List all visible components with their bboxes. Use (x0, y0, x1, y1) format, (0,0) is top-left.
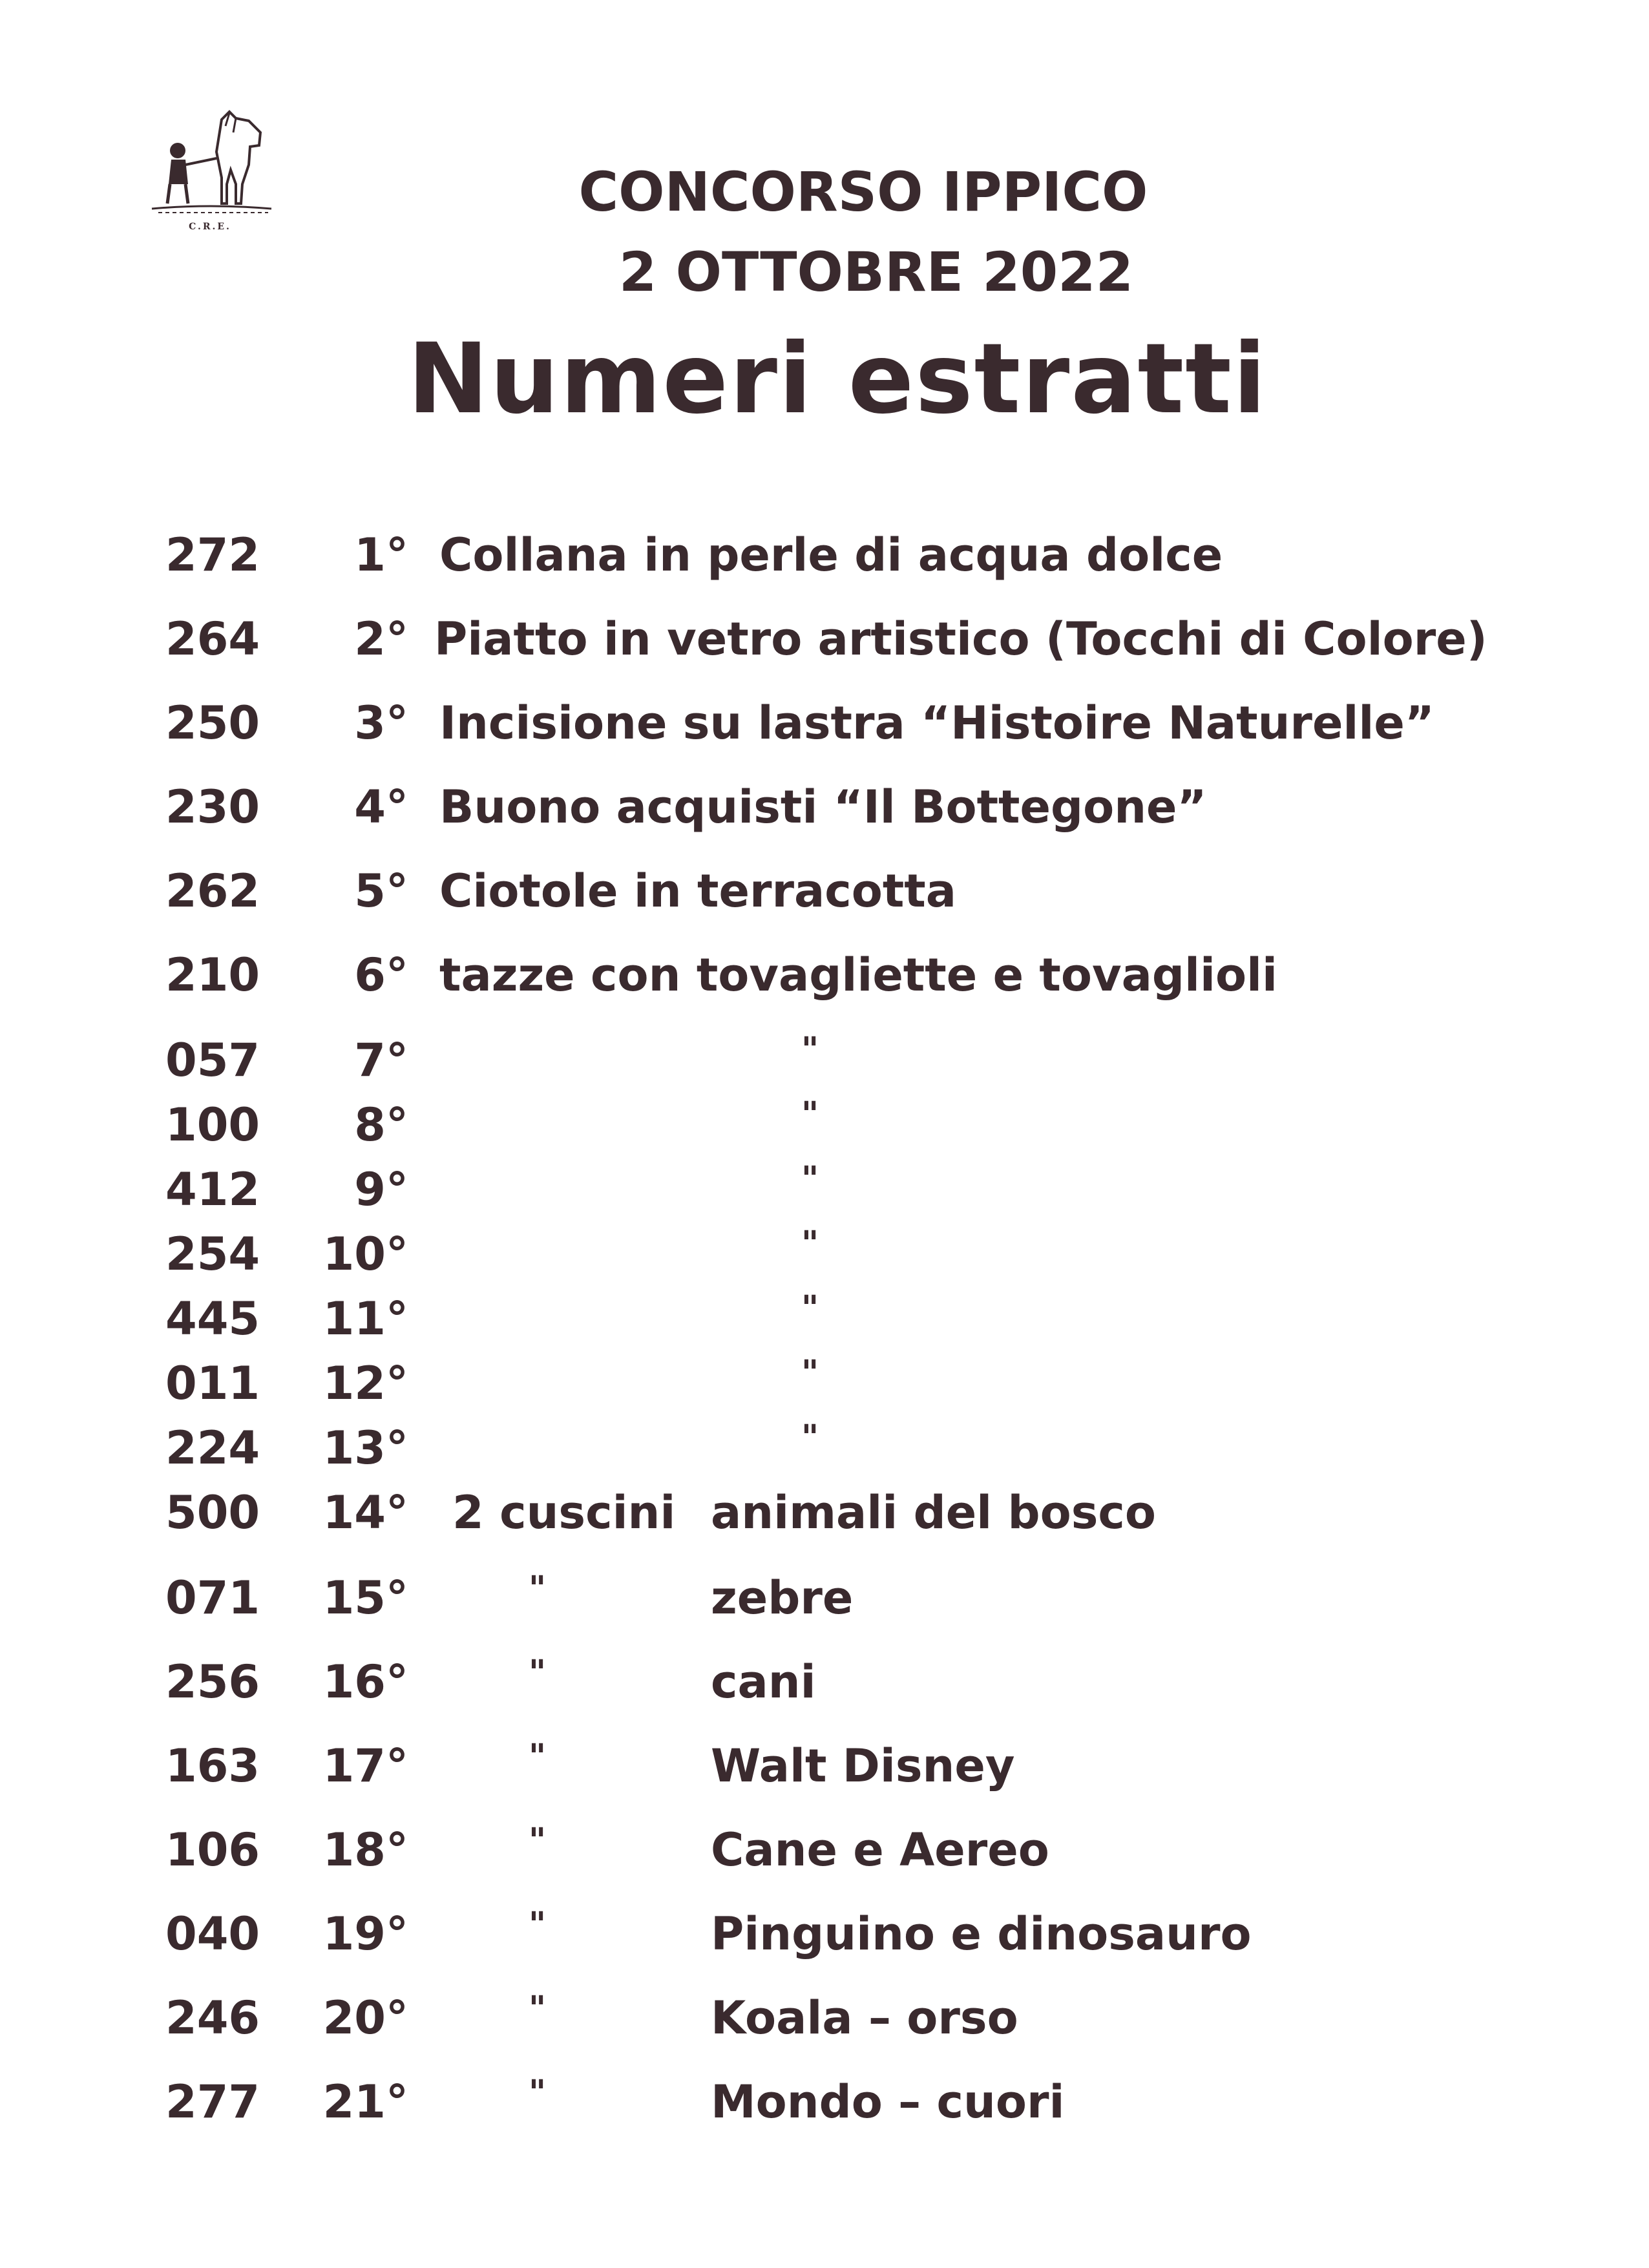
list-item (0, 1571, 1649, 1636)
ditto-mark: " (801, 1224, 819, 1263)
prize-place: 14° (322, 1486, 408, 1539)
ticket-number: 246 (165, 1991, 260, 2044)
ticket-number: 272 (165, 529, 260, 582)
prize-description: Ciotole in terracotta (439, 865, 957, 918)
list-item (0, 781, 1649, 845)
ticket-number: 277 (165, 2075, 260, 2128)
ticket-number: 500 (165, 1486, 260, 1539)
ticket-number: 163 (165, 1739, 260, 1792)
ticket-number: 040 (165, 1907, 260, 1960)
prize-description: Incisione su lastra “Histoire Naturelle” (439, 697, 1434, 750)
list-item (0, 613, 1649, 677)
prize-description: Collana in perle di acqua dolce (439, 529, 1223, 582)
ticket-number: 256 (165, 1655, 260, 1708)
prize-place: 18° (322, 1823, 408, 1876)
prize-place: 8° (354, 1098, 408, 1151)
prize-place: 3° (354, 697, 408, 750)
prize-item: Cane e Aereo (711, 1823, 1049, 1876)
ticket-number: 264 (165, 613, 260, 666)
ticket-number: 262 (165, 865, 260, 918)
list-item (0, 1823, 1649, 1888)
list-item (0, 1030, 1649, 1098)
prize-item: animali del bosco (711, 1486, 1156, 1539)
prize-place: 12° (322, 1357, 408, 1410)
prize-description: tazze con tovagliette e tovaglioli (439, 949, 1278, 1002)
prize-item: Mondo – cuori (711, 2075, 1065, 2128)
prize-group: 2 cuscini (452, 1486, 676, 1539)
prize-item: Walt Disney (711, 1739, 1015, 1792)
ditto-mark: " (801, 1030, 819, 1069)
list-item (0, 1486, 1649, 1551)
prize-place: 6° (354, 949, 408, 1002)
prize-item: Koala – orso (711, 1991, 1018, 2044)
list-item (0, 1353, 1649, 1422)
prize-place: 4° (354, 781, 408, 834)
list-item (0, 1095, 1649, 1163)
event-date: 2 OTTOBRE 2022 (618, 240, 1134, 304)
list-item (0, 1418, 1649, 1486)
prize-place: 21° (322, 2075, 408, 2128)
list-item (0, 949, 1649, 1013)
ditto-mark: " (529, 1905, 547, 1944)
page-title: Numeri estratti (407, 323, 1268, 436)
ticket-number: 412 (165, 1163, 260, 1216)
ditto-mark: " (801, 1095, 819, 1134)
list-item (0, 865, 1649, 929)
list-item (0, 1655, 1649, 1720)
ditto-mark: " (801, 1159, 819, 1199)
list-item (0, 1224, 1649, 1292)
prize-place: 7° (354, 1034, 408, 1087)
ticket-number: 106 (165, 1823, 260, 1876)
list-item (0, 2075, 1649, 2140)
ticket-number: 210 (165, 949, 260, 1002)
list-item (0, 1991, 1649, 2056)
list-item (0, 1907, 1649, 1972)
prize-place: 15° (322, 1571, 408, 1624)
ditto-mark: " (801, 1288, 819, 1328)
event-title: CONCORSO IPPICO (578, 160, 1148, 224)
list-item (0, 697, 1649, 761)
prize-place: 11° (322, 1292, 408, 1345)
ticket-number: 224 (165, 1422, 260, 1475)
list-item (0, 1159, 1649, 1228)
ticket-number: 100 (165, 1098, 260, 1151)
ticket-number: 254 (165, 1228, 260, 1281)
prize-item: cani (711, 1655, 816, 1708)
ticket-number: 250 (165, 697, 260, 750)
ditto-mark: " (529, 1737, 547, 1776)
prize-place: 16° (322, 1655, 408, 1708)
prize-place: 5° (354, 865, 408, 918)
ticket-number: 057 (165, 1034, 260, 1087)
ditto-mark: " (529, 2073, 547, 2112)
prize-place: 17° (322, 1739, 408, 1792)
prize-place: 10° (322, 1228, 408, 1281)
prize-place: 20° (322, 1991, 408, 2044)
prize-place: 2° (354, 613, 408, 666)
prize-place: 1° (354, 529, 408, 582)
ditto-mark: " (529, 1569, 547, 1608)
prize-place: 19° (322, 1907, 408, 1960)
ditto-mark: " (529, 1653, 547, 1692)
ditto-mark: " (529, 1821, 547, 1860)
ticket-number: 071 (165, 1571, 260, 1624)
ditto-mark: " (801, 1353, 819, 1392)
list-item (0, 529, 1649, 593)
prize-description: Piatto in vetro artistico (Tocchi di Colore) (434, 613, 1487, 666)
ticket-number: 011 (165, 1357, 260, 1410)
prize-item: Pinguino e dinosauro (711, 1907, 1252, 1960)
prize-place: 9° (354, 1163, 408, 1216)
ticket-number: 230 (165, 781, 260, 834)
list-item (0, 1739, 1649, 1804)
prize-place: 13° (322, 1422, 408, 1475)
ticket-number: 445 (165, 1292, 260, 1345)
ditto-mark: " (529, 1989, 547, 2028)
prize-item: zebre (711, 1571, 854, 1624)
logo-caption: C.R.E. (189, 222, 231, 232)
prize-description: Buono acquisti “Il Bottegone” (439, 781, 1207, 834)
list-item (0, 1288, 1649, 1357)
ditto-mark: " (801, 1418, 819, 1457)
